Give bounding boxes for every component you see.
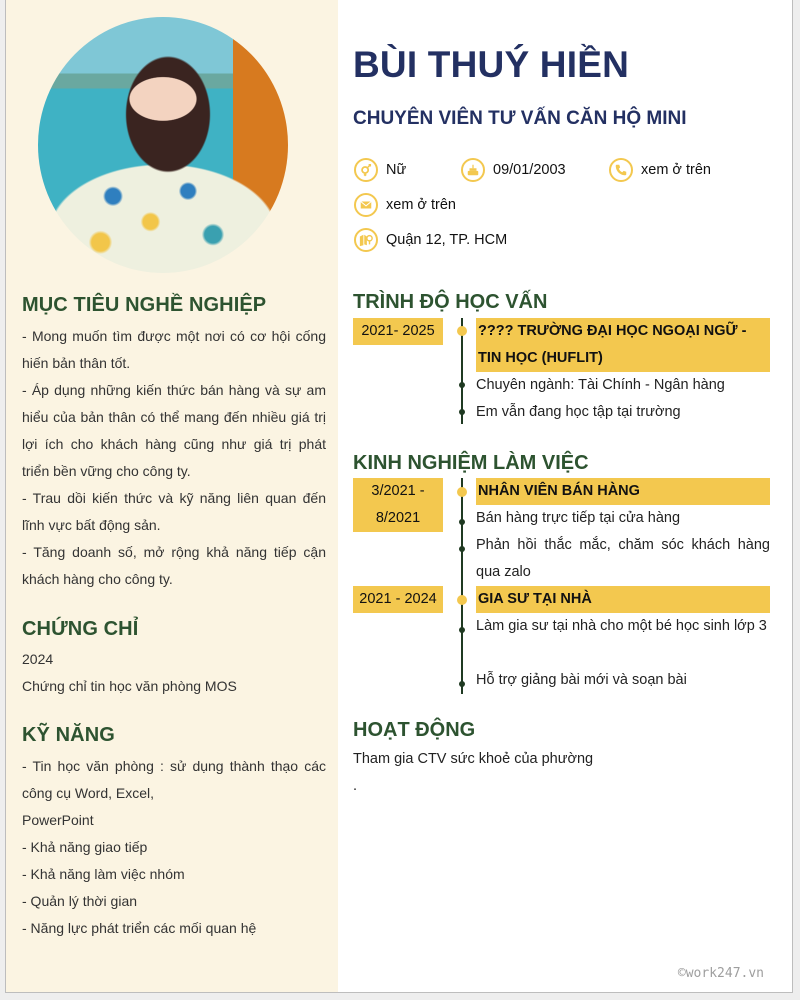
left-sidebar (6, 0, 338, 992)
timeline-dot (457, 487, 467, 497)
skills-title: KỸ NĂNG (22, 724, 115, 746)
experience-detail: Phản hồi thắc mắc, chăm sóc khách hàng qua zalo (476, 537, 770, 580)
objective-paragraph: - Áp dụng những kiến thức bán hàng và sự am hiểu của bản thân có thể mang đến nhiều giá trị lợi ích cho khách hàng cũng như giá trị phát triển bền vững cho công ty. (22, 382, 326, 479)
activities-title: HOẠT ĐỘNG (353, 719, 476, 741)
education-school: ???? TRƯỜNG ĐẠI HỌC NGOẠI NGỮ - TIN HỌC (HUFLIT) (476, 318, 770, 372)
cv-page (5, 0, 793, 993)
map-pin-icon (354, 228, 378, 252)
skill-item: - Khả năng làm việc nhóm (22, 866, 185, 882)
activity-item: Tham gia CTV sức khoẻ của phường (353, 751, 594, 767)
contact-birthday (461, 158, 566, 182)
skill-item: - Tin học văn phòng : sử dụng thành thạo các công cụ Word, Excel, (22, 758, 326, 801)
education-detail: Em vẫn đang học tập tại trường (476, 404, 681, 420)
address-value: Quận 12, TP. HCM (386, 232, 508, 248)
candidate-name: BÙI THUÝ HIỀN (353, 44, 629, 85)
timeline-bullet (459, 681, 465, 687)
contact-address (354, 228, 507, 252)
education-title: TRÌNH ĐỘ HỌC VẤN (353, 291, 548, 313)
experience-date: 2021 - 2024 (353, 586, 443, 613)
gender-icon (354, 158, 378, 182)
experience-date: 3/2021 - 8/2021 (353, 478, 443, 532)
certificate-name: Chứng chỉ tin học văn phòng MOS (22, 678, 237, 694)
objective-paragraph: - Tăng doanh số, mở rộng khả năng tiếp cận khách hàng cho công ty. (22, 544, 326, 587)
contact-gender (354, 158, 406, 182)
timeline-line (461, 478, 463, 694)
experience-position: GIA SƯ TẠI NHÀ (476, 586, 770, 613)
education-date: 2021- 2025 (353, 318, 443, 345)
timeline-dot (457, 326, 467, 336)
timeline-bullet (459, 382, 465, 388)
birthday-cake-icon (461, 158, 485, 182)
timeline-bullet (459, 627, 465, 633)
avatar (38, 17, 288, 273)
experience-detail: Hỗ trợ giảng bài mới và soạn bài (476, 672, 687, 688)
watermark: ©work247.vn (677, 966, 764, 981)
experience-detail: Bán hàng trực tiếp tại cửa hàng (476, 510, 681, 526)
email-icon (354, 193, 378, 217)
experience-position: NHÂN VIÊN BÁN HÀNG (476, 478, 770, 505)
certificate-year: 2024 (22, 651, 54, 667)
timeline-bullet (459, 546, 465, 552)
skill-item: - Quản lý thời gian (22, 893, 138, 909)
activity-item: . (353, 778, 358, 794)
skill-item: - Năng lực phát triển các mối quan hệ (22, 920, 257, 936)
certificates-title: CHỨNG CHỈ (22, 618, 139, 640)
skill-item: PowerPoint (22, 812, 94, 828)
birthday-value: 09/01/2003 (493, 162, 566, 178)
skill-item: - Khả năng giao tiếp (22, 839, 148, 855)
objective-title: MỤC TIÊU NGHỀ NGHIỆP (22, 294, 267, 316)
objective-paragraph: - Trau dồi kiến thức và kỹ năng liên quan đến lĩnh vực bất động sản. (22, 490, 326, 533)
timeline-bullet (459, 409, 465, 415)
experience-detail: Làm gia sư tại nhà cho một bé học sinh lớp 3 (476, 618, 767, 634)
objective-text (22, 323, 326, 593)
education-detail: Chuyên ngành: Tài Chính - Ngân hàng (476, 377, 725, 393)
contact-phone[interactable] (609, 158, 711, 182)
skills-list (22, 753, 326, 942)
phone-icon (609, 158, 633, 182)
email-value: xem ở trên (386, 197, 456, 213)
experience-title: KINH NGHIỆM LÀM VIỆC (353, 452, 589, 474)
gender-value: Nữ (386, 162, 407, 178)
timeline-bullet (459, 519, 465, 525)
candidate-role: CHUYÊN VIÊN TƯ VẤN CĂN HỘ MINI (353, 108, 687, 129)
phone-value: xem ở trên (641, 162, 711, 178)
certificates-text (22, 646, 326, 700)
contact-email[interactable] (354, 193, 456, 217)
timeline-dot (457, 595, 467, 605)
objective-paragraph: - Mong muốn tìm được một nơi có cơ hội cống hiến bản thân tốt. (22, 328, 326, 371)
